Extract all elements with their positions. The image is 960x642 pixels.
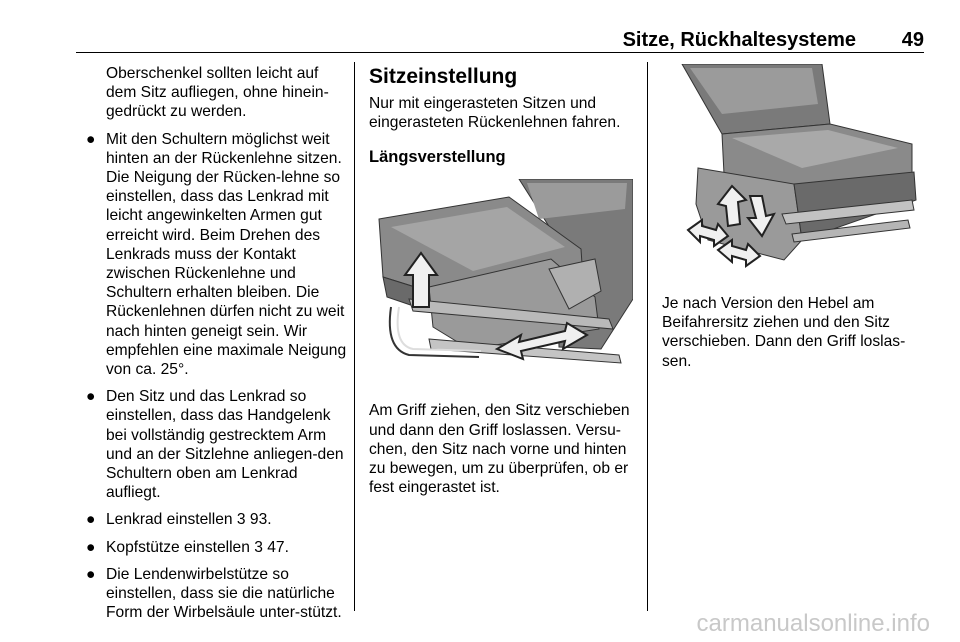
- middle-column: [369, 64, 635, 497]
- list-item: [86, 130, 348, 380]
- figure-caption: Je nach Version den Hebel am Beifahrersitz ziehen und den Sitz verschieben. Dann den Griff loslas-sen.: [662, 295, 906, 370]
- list-item-text: Den Sitz und das Lenkrad so einstellen, dass das Handgelenk bei vollständig gestrecktem Arm und an der Sitzlehne anliegen-den Schultern oben am Lenkrad aufliegt.: [106, 388, 344, 502]
- list-item-text: Mit den Schultern möglichst weit hinten an der Rückenlehne sitzen. Die Neigung der Rücken-lehne so einstellen, dass das Lenkrad mit leicht angewinkelten Armen gut erreicht wird. Beim Drehen des Lenkrads muss der Kontakt zwischen Rückenlehne und Schultern erhalten bleiben. Die Rückenlehnen dürfen nicht zu weit nach hinten geneigt sein. Wir empfehlen eine maximale Neigung von ca. 25°.: [106, 130, 347, 379]
- list-item: [86, 387, 348, 502]
- list-item: [86, 510, 348, 529]
- section-title: Sitze, Rückhaltesysteme: [622, 29, 856, 51]
- intro-paragraph: Nur mit eingerasteten Sitzen und eingerasteten Rückenlehnen fahren.: [369, 95, 621, 132]
- bullet-icon: ●: [86, 388, 96, 406]
- list-item-text: Lenkrad einstellen 3 93.: [106, 511, 272, 529]
- right-column: [662, 64, 924, 371]
- list-item-text: Kopfstütze einstellen 3 47.: [106, 538, 289, 556]
- list-item: [86, 565, 348, 623]
- list-item: [86, 538, 348, 557]
- bullet-icon: ●: [86, 565, 96, 583]
- column-divider-right: [647, 62, 648, 611]
- seat-longitudinal-adjustment-illustration: [369, 179, 633, 387]
- bullet-icon: ●: [86, 511, 96, 529]
- bullet-icon: ●: [86, 538, 96, 556]
- intro-paragraph: Oberschenkel sollten leicht auf dem Sitz aufliegen, ohne hinein-gedrückt zu werden.: [106, 65, 329, 121]
- figure-caption: Am Griff ziehen, den Sitz verschieben und dann den Griff loslassen. Versu-chen, den Sitz nach vorne und hinten zu bewegen, um zu überprüfen, ob er fest eingerastet ist.: [369, 402, 630, 497]
- left-column: [86, 64, 348, 622]
- passenger-seat-lever-illustration: [662, 64, 924, 276]
- section-heading: Sitzeinstellung: [369, 65, 518, 88]
- bullet-icon: ●: [86, 130, 96, 148]
- watermark: carmanualsonline.info: [696, 610, 930, 637]
- subsection-heading: Längsverstellung: [369, 148, 506, 167]
- page-header: [76, 28, 924, 53]
- column-divider-left: [354, 62, 355, 611]
- page-number: 49: [901, 29, 924, 51]
- list-item-text: Die Lendenwirbelstütze so einstellen, dass sie die natürliche Form der Wirbelsäule unter-stützt.: [106, 565, 342, 622]
